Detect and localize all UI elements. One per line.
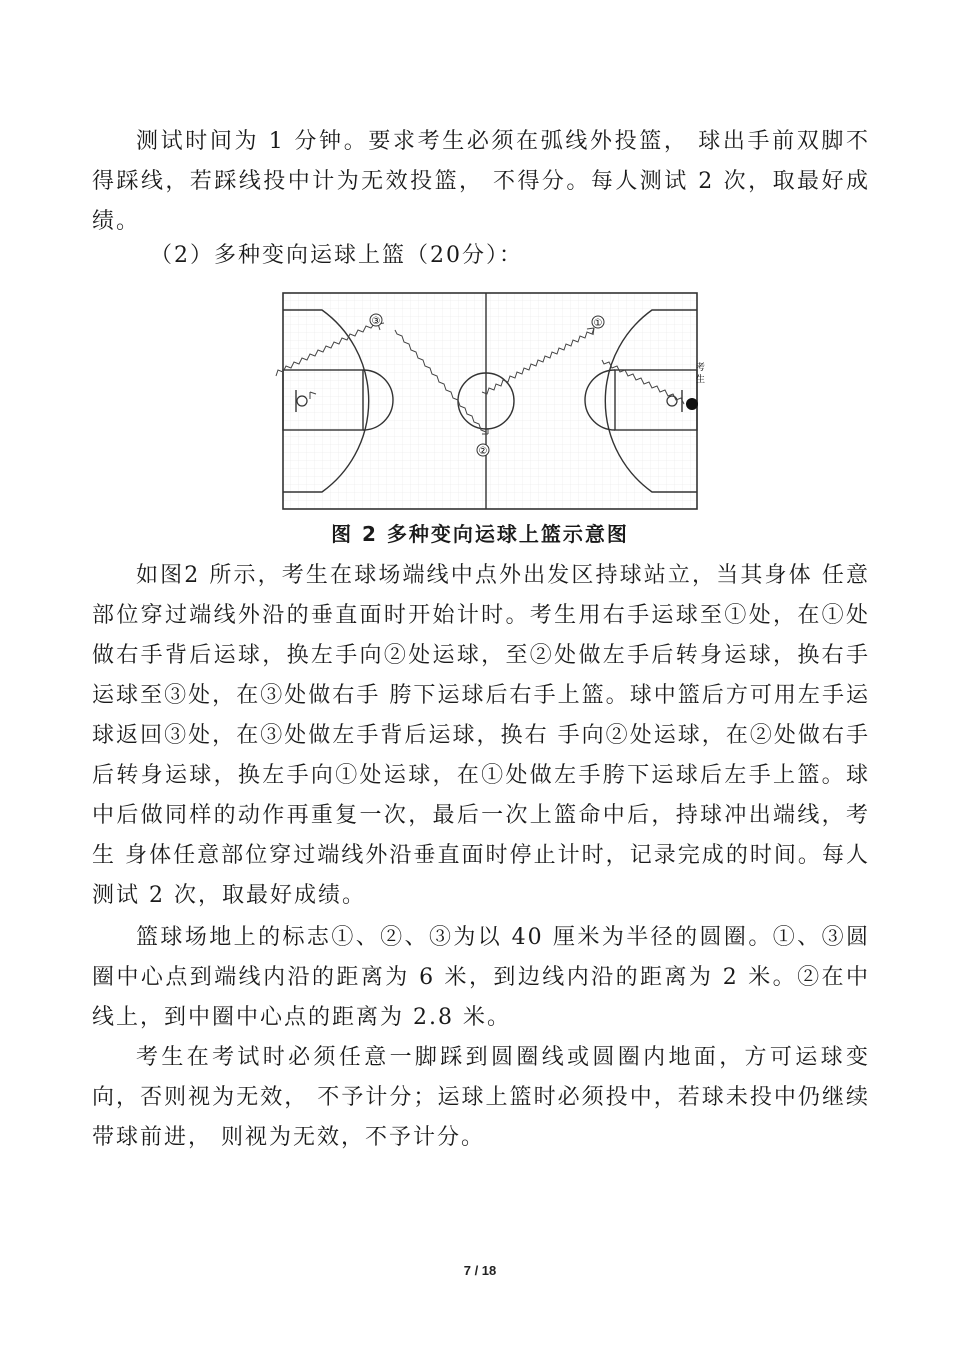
- candidate-label-1: 考: [696, 363, 706, 373]
- candidate-start-dot: [686, 398, 698, 410]
- body-paragraph-1: 如图2 所示，考生在球场端线中点外出发区持球站立，当其身体 任意部位穿过端线外沿的垂直面时开始计时。考生用右手运球至①处，在①处做右手背后运球，换左手向②处运球，至②处做左手后转身运球，换右手运球至③处，在③处做右手 胯下运球后右手上篮。球中篮后方可用左手运球返回③处，在③处做左手背后运球，换右 手向②处运球，在②处做右手后转身运球，换左手向①处运球，在①处做左手胯下运球后左手上篮。球中后做同样的动作再重复一次，最后一次上篮命中后，持球冲出端线，考生 身体任意部位穿过端线外沿垂直面时停止计时，记录完成的时间。每人测试 2 次，取最好成绩。: [92, 563, 870, 908]
- page-number: 7 / 18: [463, 1263, 497, 1278]
- candidate-label-2: 生: [696, 375, 706, 385]
- marker-2-label: ②: [478, 446, 488, 457]
- figure-caption: 图 2 多种变向运球上篮示意图: [331, 522, 629, 546]
- body-paragraph-2: 篮球场地上的标志①、②、③为以 40 厘米为半径的圆圈。①、③圆圈中心点到端线内沿的距离为 6 米，到边线内沿的距离为 2 米。②在中线上，到中圈中心点的距离为 2.8 米。: [92, 925, 870, 1030]
- section-heading: （2）多种变向运球上篮（20分）：: [150, 243, 523, 268]
- marker-3-label: ③: [371, 316, 381, 327]
- marker-1-label: ①: [593, 318, 603, 329]
- court-diagram: [282, 292, 706, 510]
- body-paragraph-3: 考生在考试时必须任意一脚踩到圆圈线或圆圈内地面，方可运球变向，否则视为无效， 不予计分；运球上篮时必须投中，若球未投中仍继续带球前进， 则视为无效，不予计分。: [92, 1045, 870, 1150]
- intro-paragraph: 测试时间为 1 分钟。要求考生必须在弧线外投篮， 球出手前双脚不得踩线，若踩线投中计为无效投篮， 不得分。每人测试 2 次，取最好成绩。: [92, 129, 870, 234]
